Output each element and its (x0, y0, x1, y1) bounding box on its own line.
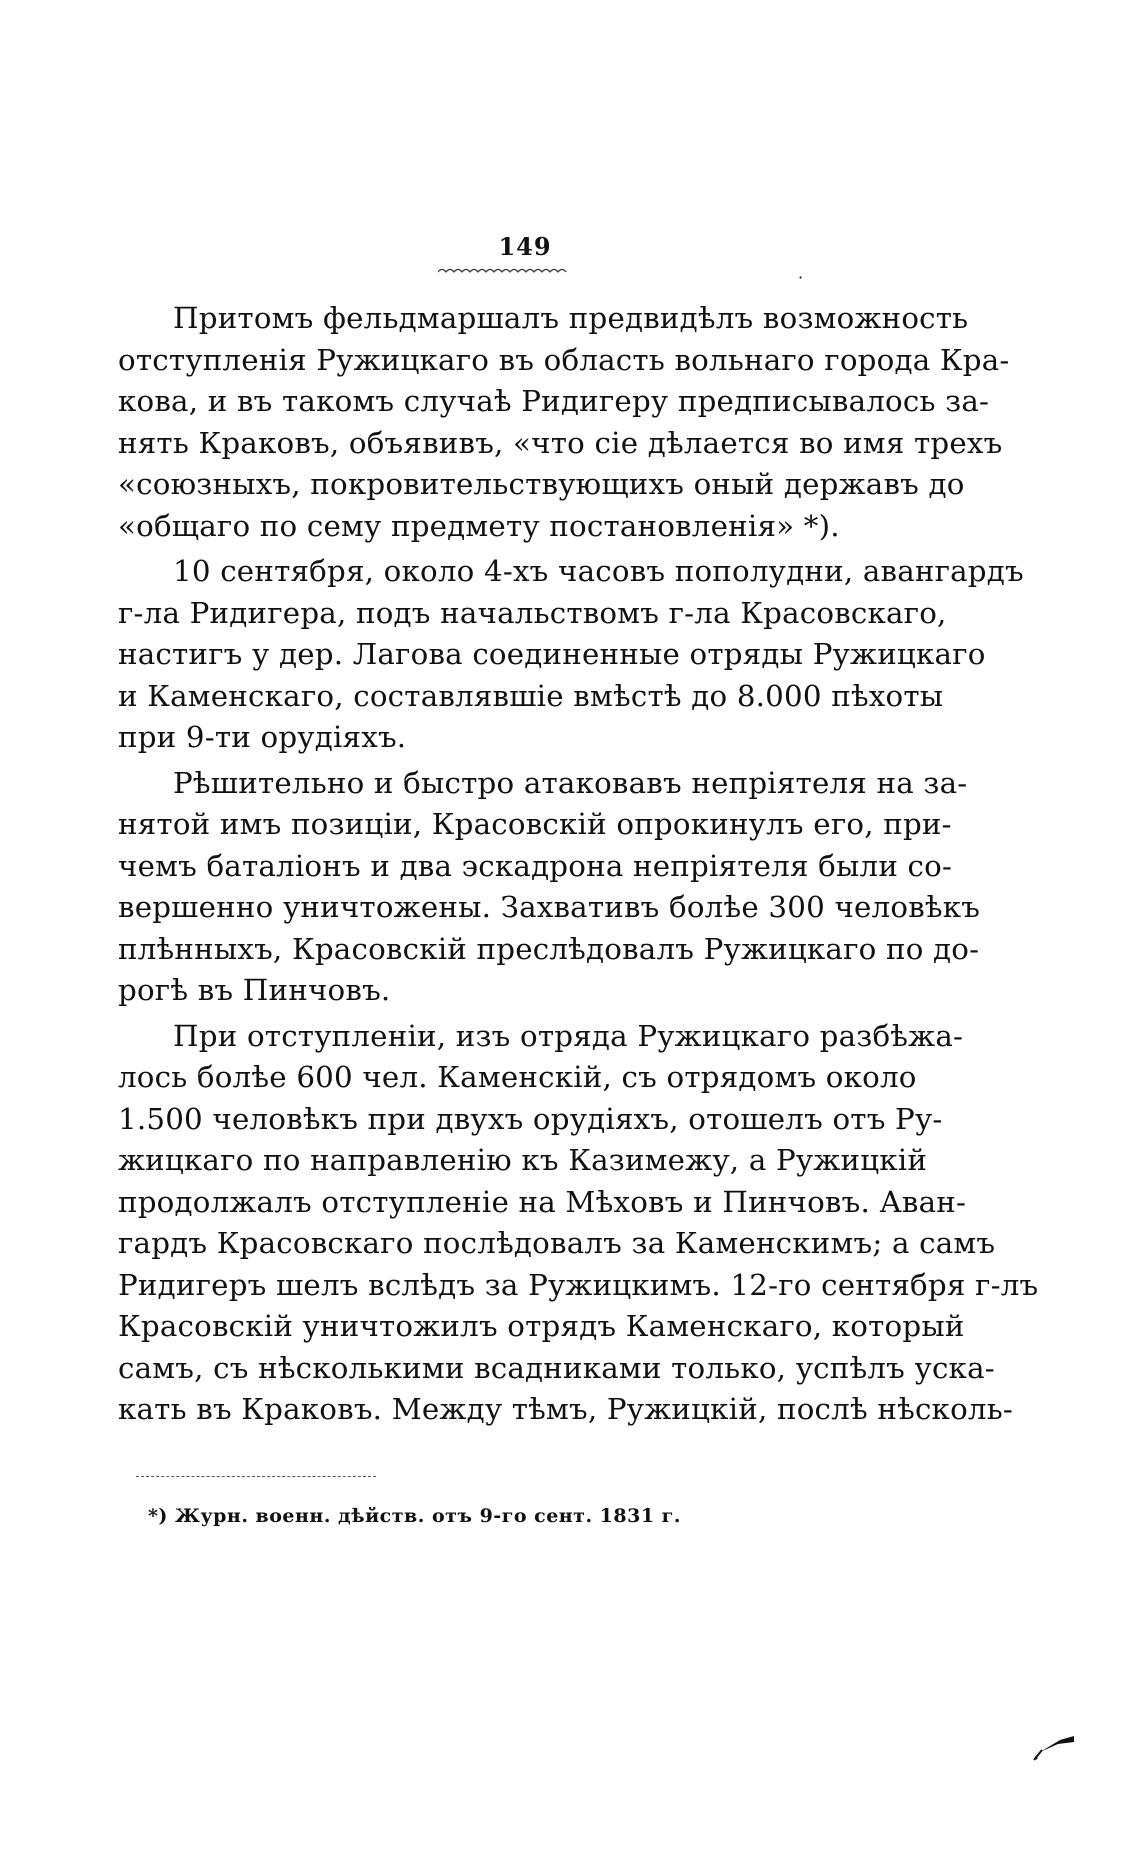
paragraph (118, 551, 1024, 759)
text-line: настигъ у дер. Лагова соединенные отряды Ружицкаго (118, 637, 986, 671)
footnote: *) Журн. военн. дѣйств. отъ 9-го сент. 1831 г. (148, 1505, 681, 1527)
text-line: 1.500 человѣкъ при двухъ орудіяхъ, отошелъ отъ Ру- (118, 1101, 943, 1136)
text-line: лось болѣе 600 чел. Каменскій, съ отрядомъ около (118, 1060, 917, 1094)
text-line: Притомъ фельдмаршалъ предвидѣлъ возможность (173, 301, 969, 335)
scan-mark-icon (1030, 1728, 1078, 1764)
text-line: Рѣшительно и быстро атаковавъ непріятеля на за- (173, 765, 968, 800)
text-line: кать въ Краковъ. Между тѣмъ, Ружицкій, послѣ нѣсколь- (118, 1392, 1013, 1426)
footnote-divider (136, 1476, 376, 1477)
text-line: При отступленіи, изъ отряда Ружицкаго разбѣжа- (173, 1018, 964, 1053)
text-line: нятой имъ позиціи, Красовскій опрокинулъ его, при- (118, 807, 952, 841)
text-line: г-ла Ридигера, подъ начальствомъ г-ла Красовскаго, (118, 595, 947, 630)
text-line: «союзныхъ, покровительствующихъ оный державъ до (118, 467, 965, 501)
text-line: жицкаго по направленію къ Казимежу, а Ружицкій (118, 1143, 928, 1177)
text-line: кова, и въ такомъ случаѣ Ридигеру предписывалось за- (118, 384, 990, 418)
page-number-ornament (438, 266, 568, 276)
text-line: Ридигеръ шелъ вслѣдъ за Ружицкимъ. 12-го сентября г-лъ (118, 1267, 1039, 1302)
text-line: Красовскій уничтожилъ отрядъ Каменскаго, который (118, 1309, 965, 1343)
page-number: 149 (498, 232, 552, 261)
text-line: плѣнныхъ, Красовскій преслѣдовалъ Ружицкаго по до- (118, 931, 980, 966)
paragraph (118, 1016, 1039, 1431)
text-line: вершенно уничтожены. Захвативъ болѣе 300 человѣкъ (118, 890, 981, 924)
text-line: «общаго по сему предмету постановленія» *). (118, 508, 840, 543)
text-line: продолжалъ отступленіе на Мѣховъ и Пинчовъ. Аван- (118, 1184, 967, 1219)
text-line: отступленія Ружицкаго въ область вольнаго города Кра- (118, 342, 1010, 377)
text-line: рогѣ въ Пинчовъ. (118, 973, 391, 1007)
text-line: при 9-ти орудіяхъ. (118, 720, 407, 754)
main-text (118, 298, 1039, 1431)
paragraph (118, 763, 981, 1012)
paragraph (118, 298, 1010, 547)
ornament-dot: · (798, 268, 804, 287)
text-line: и Каменскаго, составлявшіе вмѣстѣ до 8.000 пѣхоты (118, 678, 944, 713)
text-line: самъ, съ нѣсколькими всадниками только, успѣлъ уска- (118, 1350, 995, 1385)
text-line: чемъ баталіонъ и два эскадрона непріятеля были со- (118, 848, 953, 883)
text-line: нять Краковъ, объявивъ, «что сіе дѣлается во имя трехъ (118, 425, 1003, 460)
text-line: 10 сентября, около 4-хъ часовъ пополудни, авангардъ (173, 554, 1024, 588)
text-line: гардъ Красовскаго послѣдовалъ за Каменскимъ; а самъ (118, 1226, 996, 1260)
